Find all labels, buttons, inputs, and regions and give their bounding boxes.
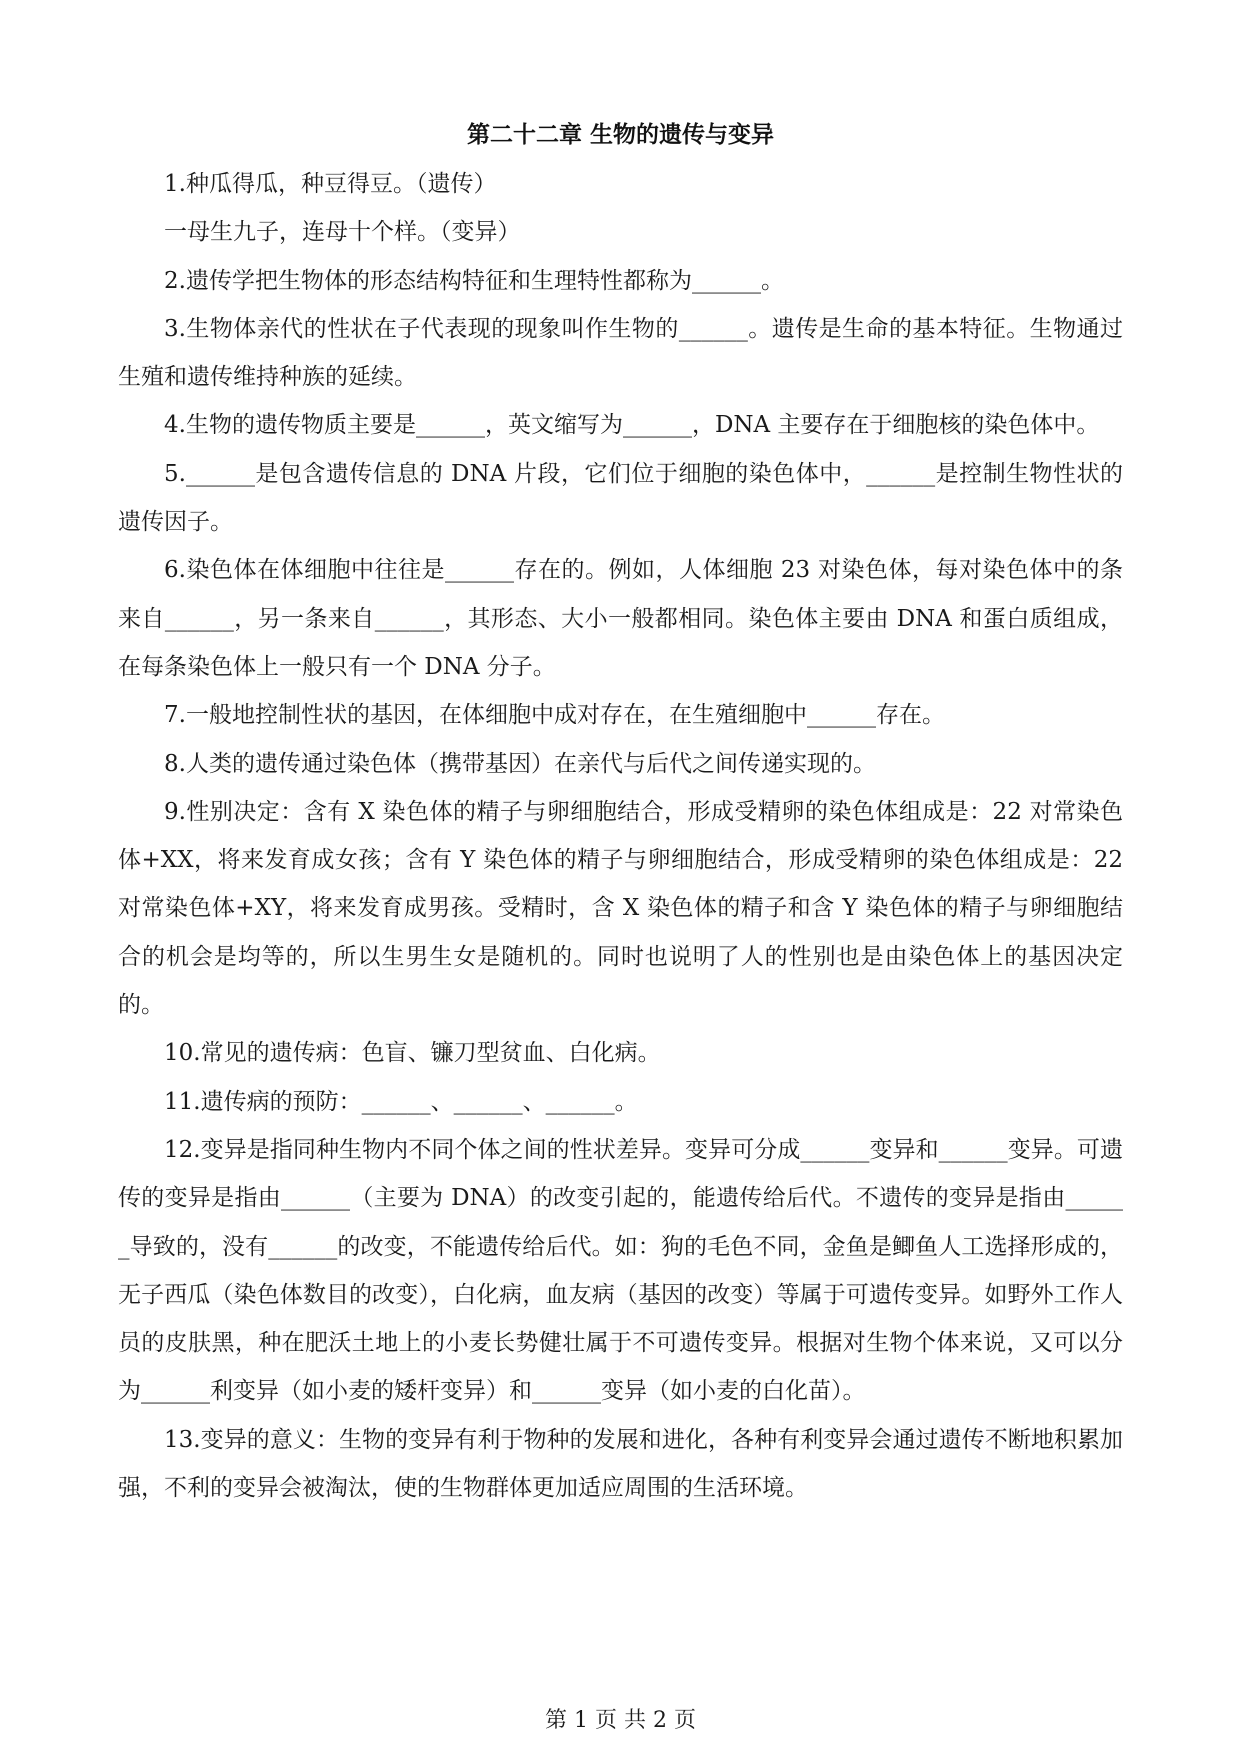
page-footer: 第 1 页 共 2 页 xyxy=(545,1708,696,1733)
paragraph-10: 10.常见的遗传病：色盲、镰刀型贫血、白化病。 xyxy=(164,1040,661,1067)
paragraph-12: 12.变异是指同种生物内不同个体之间的性状差异。变异可分成______变异和______变异。可遗传的变异是指由______（主要为 DNA）的改变引起的，能遗传给后代。不遗传的变异是指由______导致的，没有______的改变，不能遗传给后代。如：狗的毛色不同，金鱼是鲫鱼人工选择形成的，无子西瓜（染色体数目的改变），白化病，血友病（基因的改变）等属于可遗传变异。如野外工作人员的皮肤黑，种在肥沃土地上的小麦长势健壮属于不可遗传变异。根据对生物个体来说，又可以分为______利变异（如小麦的矮杆变异）和______变异（如小麦的白化苗）。 xyxy=(118,1136,1123,1405)
paragraph-1-variation: 一母生九子，连母十个样。（变异） xyxy=(164,219,521,246)
paragraph-11: 11.遗传病的预防：______、______、______。 xyxy=(164,1088,638,1115)
chapter-title: 第二十二章 生物的遗传与变异 xyxy=(466,122,774,148)
paragraph-3: 3.生物体亲代的性状在子代表现的现象叫作生物的______。遗传是生命的基本特征。生物通过生殖和遗传维持种族的延续。 xyxy=(118,315,1123,391)
paragraph-7: 7.一般地控制性状的基因，在体细胞中成对存在，在生殖细胞中______存在。 xyxy=(164,702,945,729)
paragraph-4: 4.生物的遗传物质主要是______，英文缩写为______，DNA 主要存在于细胞核的染色体中。 xyxy=(164,412,1100,439)
paragraph-6: 6.染色体在体细胞中往往是______存在的。例如，人体细胞 23 对染色体，每对染色体中的条来自______，另一条来自______，其形态、大小一般都相同。染色体主要由 DNA 和蛋白质组成，在每条染色体上一般只有一个 DNA 分子。 xyxy=(118,557,1123,680)
paragraph-1: 1.种瓜得瓜，种豆得豆。（遗传） xyxy=(164,171,497,197)
paragraph-8: 8.人类的遗传通过染色体（携带基因）在亲代与后代之间传递实现的。 xyxy=(164,750,876,777)
paragraph-13: 13.变异的意义：生物的变异有利于物种的发展和进化，各种有利变异会通过遗传不断地积累加强，不利的变异会被淘汰，使的生物群体更加适应周围的生活环境。 xyxy=(118,1426,1123,1502)
paragraph-2: 2.遗传学把生物体的形态结构特征和生理特性都称为______。 xyxy=(164,267,784,294)
paragraph-9: 9.性别决定：含有 X 染色体的精子与卵细胞结合，形成受精卵的染色体组成是：22 对常染色体+XX，将来发育成女孩；含有 Y 染色体的精子与卵细胞结合，形成受精卵的染色体组成是：22 对常染色体+XY，将来发育成男孩。受精时，含 X 染色体的精子和含 Y 染色体的精子与卵细胞结合的机会是均等的，所以生男生女是随机的。同时也说明了人的性别也是由染色体上的基因决定的。 xyxy=(118,798,1123,1019)
document-body xyxy=(118,160,1123,1512)
paragraph-5: 5.______是包含遗传信息的 DNA 片段，它们位于细胞的染色体中，______是控制生物性状的遗传因子。 xyxy=(118,460,1123,536)
